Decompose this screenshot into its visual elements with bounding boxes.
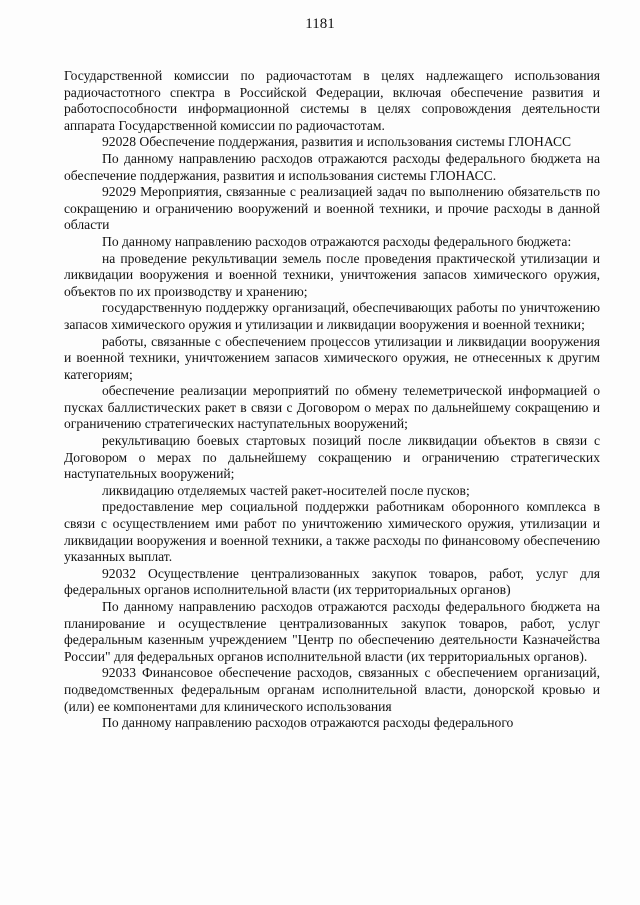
list-item: рекультивацию боевых стартовых позиций после ликвидации объектов в связи с Договором о мерах по дальнейшему сокращению и ограничению стратегических наступательных вооружений; — [64, 433, 600, 482]
heading-92033: 92033 Финансовое обеспечение расходов, связанных с обеспечением организаций, подведомственных федеральным органам исполнительной власти, донорской кровью и (или) ее компонентами для клинического использования — [64, 665, 600, 714]
list-item: работы, связанные с обеспечением процессов утилизации и ликвидации вооружения и военной техники, уничтожением запасов химического оружия, не отнесенных к другим категориям; — [64, 333, 600, 382]
paragraph: По данному направлению расходов отражаются расходы федерального бюджета на планирование и осуществление централизованных закупок товаров, работ, услуг федеральным казенным учреждением "Центр по обеспечению деятельности Казначейства России" для федеральных органов исполнительной власти (их территориальных органов). — [64, 599, 600, 664]
list-item: ликвидацию отделяемых частей ракет-носителей после пусков; — [102, 482, 470, 498]
heading-92032: 92032 Осуществление централизованных закупок товаров, работ, услуг для федеральных органов исполнительной власти (их территориальных органов) — [64, 565, 600, 598]
heading-92029: 92029 Мероприятия, связанные с реализацией задач по выполнению обязательств по сокращению и ограничению вооружений и военной техники, и прочие расходы в данной области — [64, 184, 600, 233]
paragraph-continuation: Государственной комиссии по радиочастотам в целях надлежащего использования радиочастотного спектра в Российской Федерации, включая обеспечение развития и работоспособности информационной системы в целях сопровождения деятельности аппарата Государственной комиссии по радиочастотам. — [64, 68, 600, 133]
paragraph: По данному направлению расходов отражаются расходы федерального бюджета на обеспечение поддержания, развития и использования системы ГЛОНАСС. — [64, 150, 600, 183]
list-item: предоставление мер социальной поддержки работникам оборонного комплекса в связи с осуществлением ими работ по уничтожению химического оружия, утилизации и ликвидации вооружения и военной техники, а также расходы по финансовому обеспечению указанных выплат. — [64, 499, 600, 565]
paragraph: По данному направлению расходов отражаются расходы федерального бюджета: — [102, 233, 572, 249]
list-item: на проведение рекультивации земель после проведения практической утилизации и ликвидации вооружения и военной техники, уничтожения запасов химического оружия, объектов по их производству и хранению; — [64, 250, 600, 299]
list-item: обеспечение реализации мероприятий по обмену телеметрической информацией о пусках баллистических ракет в связи с Договором о мерах по дальнейшему сокращению и ограничению стратегических наступательных вооружений; — [64, 383, 600, 432]
heading-92028: 92028 Обеспечение поддержания, развития и использования системы ГЛОНАСС — [102, 134, 572, 150]
document-body — [64, 68, 600, 732]
page-number: 1181 — [305, 16, 335, 32]
list-item: государственную поддержку организаций, обеспечивающих работы по уничтожению запасов химического оружия и утилизации и ликвидации вооружения и военной техники; — [64, 300, 600, 332]
paragraph: По данному направлению расходов отражаются расходы федерального — [102, 715, 514, 731]
